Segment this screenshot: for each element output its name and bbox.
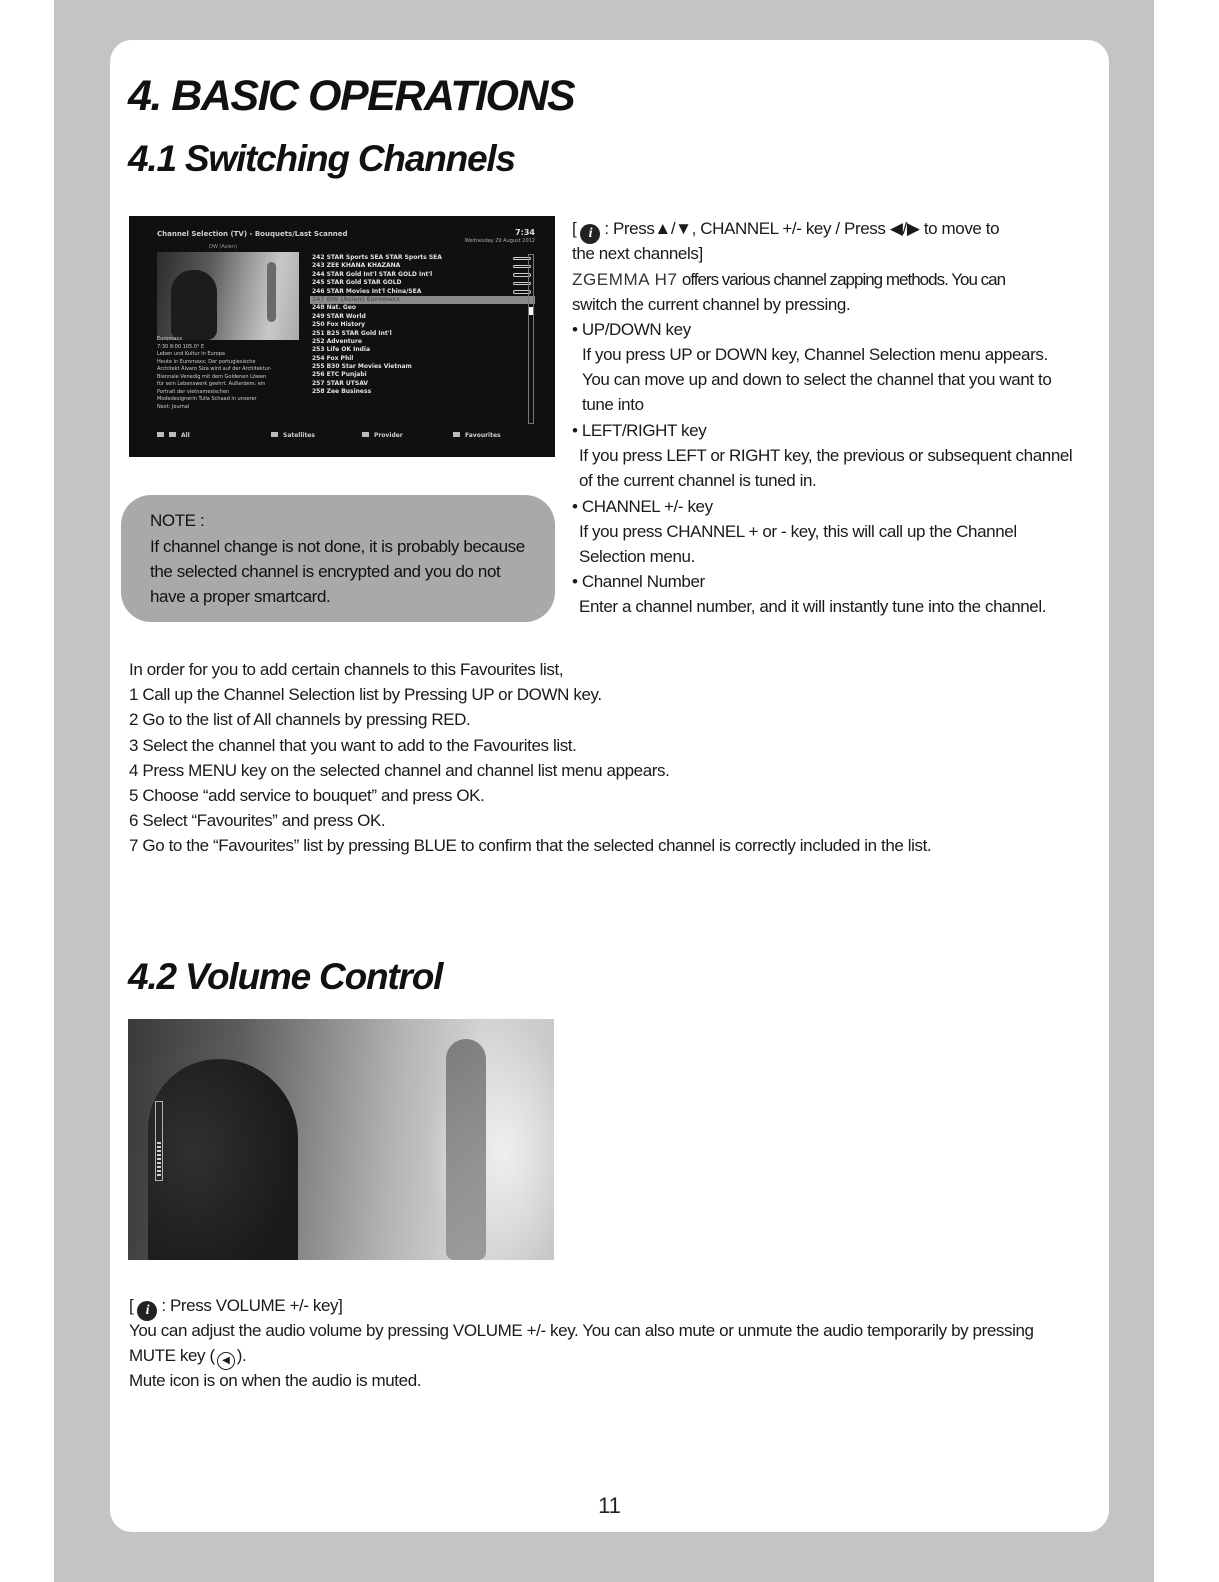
channel-row: 252 Adventure — [312, 337, 362, 345]
brand-name: ZGEMMA H7 — [572, 270, 678, 289]
channel-row: 250 Fox History — [312, 321, 366, 329]
mute-icon: ◀ — [217, 1352, 235, 1370]
note-text: have a proper smartcard. — [150, 587, 331, 606]
channel-list-scrollbar — [528, 254, 534, 424]
channel-row: 244 STAR Gold Int'l STAR GOLD Int'l — [310, 271, 535, 279]
channel-row: 243 ZEE KHANA KHAZANA — [310, 262, 535, 270]
section-title-switching-channels: 4.1 Switching Channels — [128, 138, 515, 179]
channel-row: 257 STAR UTSAV — [312, 379, 369, 387]
note-text: If channel change is not done, it is probably because — [150, 537, 525, 556]
volume-key-hint: [ i : Press VOLUME +/- key] — [129, 1293, 342, 1321]
key-hint-line2: the next channels] — [572, 244, 703, 263]
channel-row: 251 B25 STAR Gold Int'l — [312, 329, 392, 337]
chapter-title: 4. BASIC OPERATIONS — [128, 72, 575, 120]
volume-paragraph-line1: You can adjust the audio volume by pressing VOLUME +/- key. You can also mute or unmute the audio temporarily by pressing — [129, 1321, 1034, 1340]
screenshot-header: Channel Selection (TV) - Bouquets/Last Scanned — [157, 230, 348, 238]
screenshot-clock: 7:34 — [515, 228, 535, 237]
channel-row: 253 Life OK India — [312, 346, 371, 354]
channel-row: 255 B30 Star Movies Vietnam — [312, 363, 412, 371]
volume-paragraph-line3: Mute icon is on when the audio is muted. — [129, 1371, 422, 1390]
favourites-step: 2 Go to the list of All channels by pressing RED. — [129, 710, 471, 729]
note-text: the selected channel is encrypted and you do not — [150, 562, 501, 581]
channel-row: 249 STAR World — [312, 312, 366, 320]
channel-row: 254 Fox Phil — [312, 354, 354, 362]
channel-row: 246 STAR Movies Int'l China/SEA — [310, 288, 535, 296]
item-channel-key-title: • CHANNEL +/- key — [572, 497, 713, 516]
item-channel-key-text: If you press CHANNEL + or - key, this will call up the Channel — [579, 522, 1017, 541]
channel-row-selected: 247 DW (Asien) Euromaxx — [310, 296, 535, 304]
item-updown-text: You can move up and down to select the channel that you want to — [582, 370, 1052, 389]
channel-selection-screenshot — [129, 216, 555, 457]
footer-favourites: Favourites — [453, 432, 501, 439]
note-label: NOTE : — [150, 511, 205, 530]
footer-all: All — [157, 432, 190, 439]
item-leftright-title: • LEFT/RIGHT key — [572, 421, 707, 440]
epg-info: Euromaxx 7:30 8:00 105.0° E Leben und Kultur in Europa Heute in Euromaxx: Der portugiesische Architekt Álvaro Siza wird auf der Architektur- Biennale Venedig mit dem Goldenen Löwen für sein Lebenswerk geehrt. Außerdem: ein Portrait der vietnamesischen Modedesignerin Tuila Schaad in unserer Next: Journal — [157, 336, 272, 410]
item-leftright-text: of the current channel is tuned in. — [579, 471, 817, 490]
favourites-step: 7 Go to the “Favourites” list by pressing BLUE to confirm that the selected channel is correctly included in the list. — [129, 836, 932, 855]
intro-line2: switch the current channel by pressing. — [572, 295, 851, 314]
note-box — [121, 495, 555, 622]
intro-line1: ZGEMMA H7 offers various channel zapping methods. You can — [572, 270, 1006, 289]
footer-provider: Provider — [362, 432, 403, 439]
channel-list — [310, 254, 535, 397]
item-channel-key-text: Selection menu. — [579, 547, 695, 566]
favourites-step: 3 Select the channel that you want to add to the Favourites list. — [129, 736, 577, 755]
item-updown-text: tune into — [582, 395, 644, 414]
favourites-step: 1 Call up the Channel Selection list by Pressing UP or DOWN key. — [129, 685, 602, 704]
favourites-step: 6 Select “Favourites” and press OK. — [129, 811, 386, 830]
channel-row: 256 ETC Punjabi — [312, 371, 367, 379]
video-label: DW (Asien) — [209, 244, 237, 250]
item-channel-number-text: Enter a channel number, and it will instantly tune into the channel. — [579, 597, 1047, 616]
item-leftright-text: If you press LEFT or RIGHT key, the previous or subsequent channel — [579, 446, 1073, 465]
volume-paragraph-line2: MUTE key ( ◀ ). — [129, 1343, 246, 1370]
favourites-step: 4 Press MENU key on the selected channel and channel list menu appears. — [129, 761, 670, 780]
volume-screenshot — [128, 1019, 554, 1260]
page-number: 11 — [598, 1493, 621, 1518]
item-updown-title: • UP/DOWN key — [572, 320, 691, 339]
item-channel-number-title: • Channel Number — [572, 572, 705, 591]
key-hint-line1: [ i : Press▲/▼, CHANNEL +/- key / Press ◀/▶ to move to — [572, 216, 999, 244]
channel-row: 245 STAR Gold STAR GOLD — [310, 279, 535, 287]
footer-satellites: Satellites — [271, 432, 315, 439]
item-updown-text: If you press UP or DOWN key, Channel Selection menu appears. — [582, 345, 1048, 364]
channel-row: 242 STAR Sports SEA STAR Sports SEA — [310, 254, 535, 262]
favourites-intro: In order for you to add certain channels to this Favourites list, — [129, 660, 564, 679]
channel-row: 258 Zee Business — [312, 388, 372, 396]
screenshot-date: Wednesday 29 August 2012 — [464, 238, 535, 244]
favourites-step: 5 Choose “add service to bouquet” and press OK. — [129, 786, 485, 805]
section-title-volume-control: 4.2 Volume Control — [128, 956, 443, 997]
video-preview — [157, 252, 299, 340]
info-icon: i — [137, 1301, 157, 1321]
info-icon: i — [580, 224, 600, 244]
channel-row: 248 Nat. Geo — [312, 304, 357, 312]
volume-bar — [155, 1101, 163, 1181]
